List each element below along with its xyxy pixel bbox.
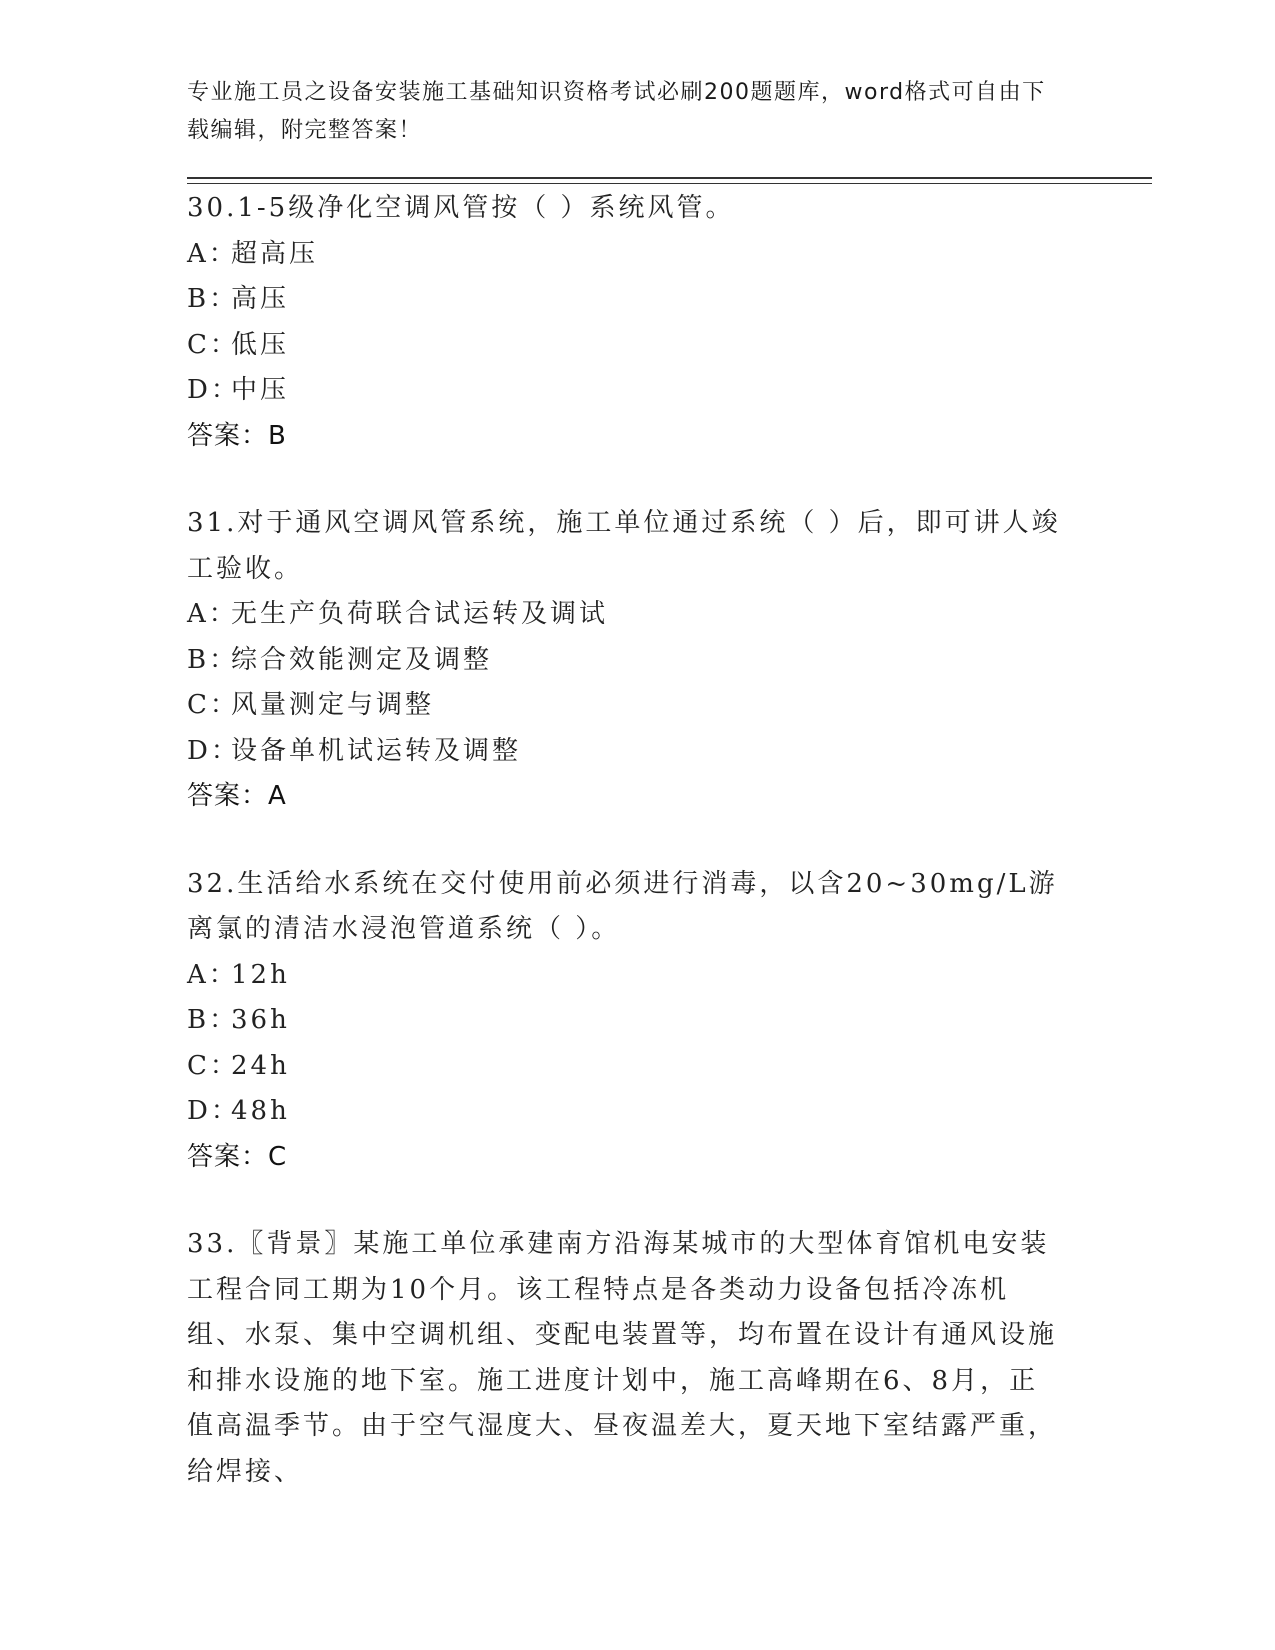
option-key: D： <box>187 735 240 766</box>
question-31 <box>187 501 1087 820</box>
question-stem: 30.1-5级净化空调风管按（ ）系统风管。 <box>187 193 735 223</box>
document-header: 专业施工员之设备安装施工基础知识资格考试必刷200题题库，word格式可自由下载编辑，附完整答案！ <box>187 80 1046 143</box>
option-key: B： <box>187 644 239 675</box>
answer-line: 答案：A <box>187 781 287 811</box>
option-key: D： <box>187 1096 240 1126</box>
option-text: 36h <box>231 1005 290 1035</box>
option-b <box>187 638 1087 684</box>
option-d <box>187 368 1087 414</box>
option-key: A： <box>187 959 238 990</box>
option-d <box>187 1089 1087 1135</box>
option-a <box>187 953 1087 999</box>
option-text: 风量测定与调整 <box>231 690 435 720</box>
question-30 <box>187 186 1087 459</box>
option-text: 48h <box>231 1096 290 1126</box>
option-c <box>187 1044 1087 1090</box>
option-text: 无生产负荷联合试运转及调试 <box>231 599 609 629</box>
question-33 <box>187 1222 1087 1495</box>
option-key: D： <box>187 375 240 405</box>
option-key: A： <box>187 599 238 629</box>
option-key: B： <box>187 1005 239 1035</box>
question-32 <box>187 862 1087 1181</box>
option-key: A： <box>187 238 238 269</box>
option-text: 中压 <box>231 375 290 405</box>
question-stem: 33.〖背景〗某施工单位承建南方沿海某城市的大型体育馆机电安装工程合同工期为10个月。该工程特点是各类动力设备包括冷冻机组、水泵、集中空调机组、变配电装置等，均布置在设计有通风设施和排水设施的地下室。施工进度计划中，施工高峰期在6、8月，正值高温季节。由于空气湿度大、昼夜温差大，夏天地下室结露严重，给焊接、 <box>187 1229 1058 1487</box>
option-text: 高压 <box>231 284 290 314</box>
option-a <box>187 232 1087 278</box>
option-text: 超高压 <box>231 238 319 269</box>
question-list <box>187 186 1087 1495</box>
option-c <box>187 323 1087 369</box>
option-key: C： <box>187 329 239 360</box>
option-key: B： <box>187 284 239 314</box>
option-d <box>187 729 1087 775</box>
header-divider-thin <box>187 183 1152 184</box>
option-b <box>187 277 1087 323</box>
answer-line: 答案：B <box>187 420 287 451</box>
question-stem: 31.对于通风空调风管系统，施工单位通过系统（ ）后，即可讲人竣工验收。 <box>187 508 1061 584</box>
option-a <box>187 592 1087 638</box>
option-b <box>187 998 1087 1044</box>
question-stem: 32.生活给水系统在交付使用前必须进行消毒，以含20~30mg/L游离氯的清洁水浸泡管道系统（ ）。 <box>187 868 1058 944</box>
option-text: 低压 <box>231 329 290 360</box>
option-text: 24h <box>231 1050 290 1081</box>
option-c <box>187 683 1087 729</box>
answer-line: 答案：C <box>187 1141 288 1172</box>
option-key: C： <box>187 690 239 720</box>
option-key: C： <box>187 1050 239 1081</box>
option-text: 12h <box>231 959 290 990</box>
option-text: 综合效能测定及调整 <box>231 644 493 675</box>
header-divider <box>187 177 1152 179</box>
option-text: 设备单机试运转及调整 <box>231 735 522 766</box>
